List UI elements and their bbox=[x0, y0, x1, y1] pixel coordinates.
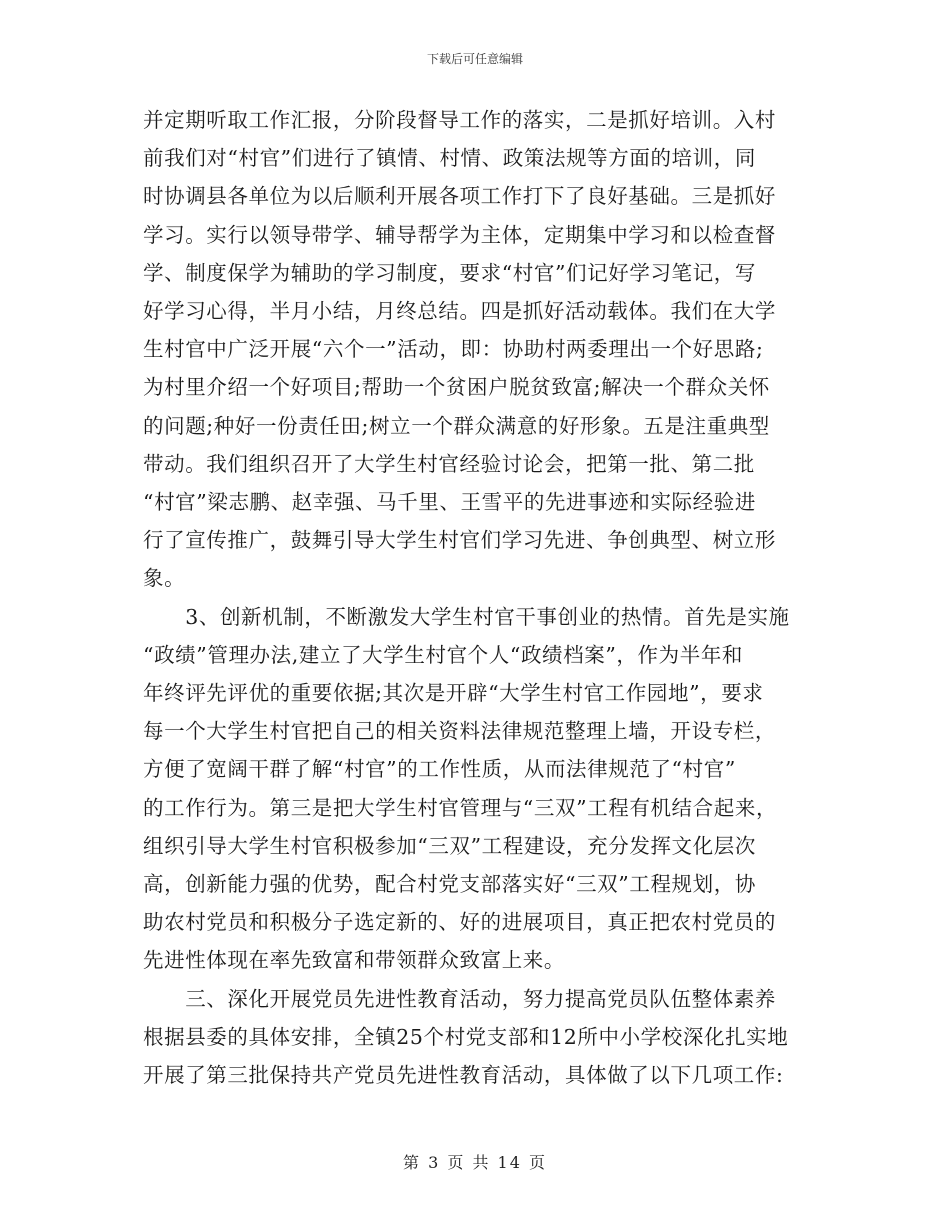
text-line: 方便了宽阔干群了解“村官”的工作性质，从而法律规范了“村官” bbox=[143, 757, 736, 782]
text-line: 3、创新机制，不断激发大学生村官干事创业的热情。首先是实施 bbox=[143, 604, 790, 629]
document-body bbox=[143, 101, 813, 1094]
text-line: 高，创新能力强的优势，配合村党支部落实好“三双”工程规划，协 bbox=[143, 872, 756, 897]
text-line: 好学习心得，半月小结，月终总结。四是抓好活动载体。我们在大学 bbox=[143, 299, 776, 324]
text-line: 根据县委的具体安排，全镇25个村党支部和12所中小学校深化扎实地 bbox=[143, 1024, 789, 1049]
text-line: 为村里介绍一个好项目;帮助一个贫困户脱贫致富;解决一个群众关怀 bbox=[143, 375, 770, 400]
page-number-footer: 第 3 页 共 14 页 bbox=[403, 1153, 547, 1172]
text-line: 组织引导大学生村官积极参加“三双”工程建设，充分发挥文化层次 bbox=[143, 833, 756, 858]
text-line: 开展了第三批保持共产党员先进性教育活动，具体做了以下几项工作: bbox=[143, 1063, 784, 1088]
text-line: 的问题;种好一份责任田;树立一个群众满意的好形象。五是注重典型 bbox=[143, 413, 770, 438]
text-line: 学习。实行以领导带学、辅导帮学为主体，定期集中学习和以检查督 bbox=[143, 222, 776, 247]
text-line: 学、制度保学为辅助的学习制度，要求“村官”们记好学习笔记，写 bbox=[143, 260, 756, 285]
text-line: 象。 bbox=[143, 566, 186, 591]
text-line: 生村官中广泛开展“六个一”活动，即：协助村两委理出一个好思路; bbox=[143, 337, 764, 362]
text-line: “政绩”管理办法,建立了大学生村官个人“政绩档案”，作为半年和 bbox=[143, 642, 744, 667]
text-line: 前我们对“村官”们进行了镇情、村情、政策法规等方面的培训，同 bbox=[143, 146, 756, 171]
text-line: 行了宣传推广，鼓舞引导大学生村官们学习先进、争创典型、树立形 bbox=[143, 528, 776, 553]
page-header: 下载后可任意编辑 bbox=[426, 52, 523, 66]
text-line: 三、深化开展党员先进性教育活动，努力提高党员队伍整体素养 bbox=[143, 986, 776, 1011]
text-line: 并定期听取工作汇报，分阶段督导工作的落实，二是抓好培训。入村 bbox=[143, 108, 776, 132]
text-line: 带动。我们组织召开了大学生村官经验讨论会，把第一批、第二批 bbox=[143, 451, 755, 476]
text-line: 先进性体现在率先致富和带领群众致富上来。 bbox=[143, 948, 565, 973]
text-line: 每一个大学生村官把自己的相关资料法律规范整理上墙，开设专栏， bbox=[143, 719, 776, 744]
text-line: 的工作行为。第三是把大学生村官管理与“三双”工程有机结合起来， bbox=[143, 795, 778, 820]
text-line: 年终评先评优的重要依据;其次是开辟“大学生村官工作园地”，要求 bbox=[143, 681, 764, 706]
text-line: “村官”梁志鹏、赵幸强、马千里、王雪平的先进事迹和实际经验进 bbox=[143, 490, 756, 515]
text-line: 助农村党员和积极分子选定新的、好的进展项目，真正把农村党员的 bbox=[143, 910, 776, 935]
body-text bbox=[143, 101, 813, 1094]
text-line: 时协调县各单位为以后顺利开展各项工作打下了良好基础。三是抓好 bbox=[143, 184, 776, 209]
